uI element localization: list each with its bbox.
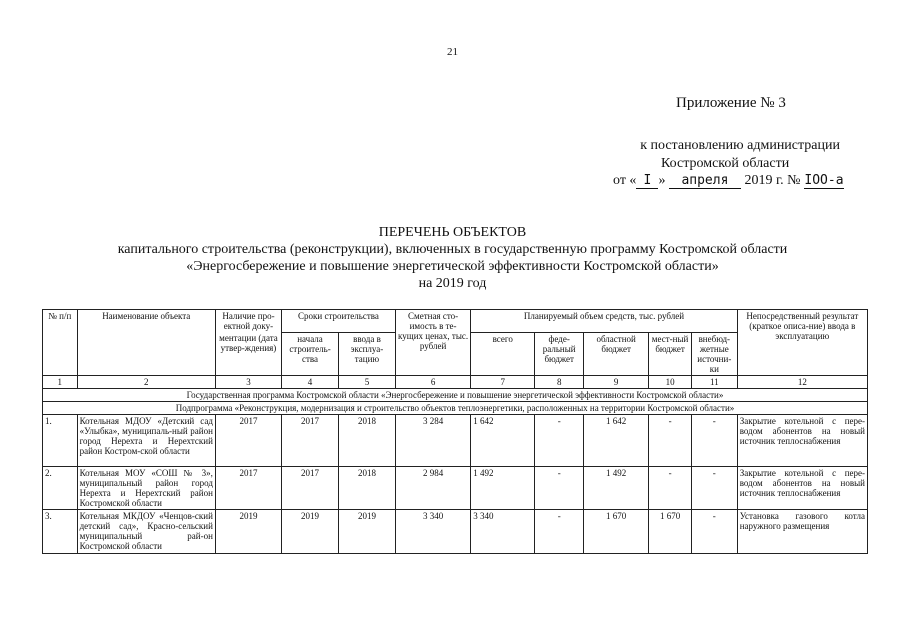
resolution-line-2: Костромской области (661, 156, 790, 171)
resolution-line-1: к постановлению администрации (640, 138, 840, 153)
row-total: 1 492 (471, 466, 535, 509)
column-number: 8 (535, 375, 584, 388)
document-title: ПЕРЕЧЕНЬ ОБЪЕКТОВ (378, 225, 527, 240)
resolution-prefix: от « (613, 173, 637, 188)
column-number: 9 (584, 375, 649, 388)
header-terms: Сроки строительства (282, 310, 396, 333)
row-end: 2018 (338, 414, 395, 466)
appendix-title: Приложение № 3 (676, 95, 786, 111)
column-number-row (43, 375, 868, 388)
column-number: 10 (649, 375, 692, 388)
row-object-name: Котельная МОУ «СОШ № 3», муниципальный район город Нерехта и Нерехтский район Костромской области (77, 466, 215, 509)
document-subtitle-2: «Энергосбережение и повышение энергетической эффективности Костромской области» (186, 259, 719, 274)
subprogram-row (43, 401, 868, 414)
header-num: № п/п (43, 310, 78, 376)
row-end: 2019 (338, 509, 395, 553)
row-num: 2. (43, 466, 78, 509)
header-commission: ввода в эксплуа-тацию (338, 332, 395, 375)
program-title: Государственная программа Костромской области «Энергосбережение и повышение энергетической эффективности Костромской области» (43, 388, 868, 401)
row-local: - (649, 466, 692, 509)
row-total: 3 340 (471, 509, 535, 553)
row-regional: 1 492 (584, 466, 649, 509)
row-local: - (649, 414, 692, 466)
header-cost: Сметная сто-имость в те-кущих ценах, тыс. рублей (395, 310, 470, 376)
header-regional: областной бюджет (584, 332, 649, 375)
row-num: 3. (43, 509, 78, 553)
row-num: 1. (43, 414, 78, 466)
header-federal: феде-ральный бюджет (535, 332, 584, 375)
row-federal: - (535, 509, 584, 553)
resolution-day: I (636, 173, 658, 189)
resolution-date-line (613, 172, 844, 190)
header-planned: Планируемый объем средств, тыс. рублей (471, 310, 737, 333)
row-total: 1 642 (471, 414, 535, 466)
row-start: 2017 (282, 466, 339, 509)
row-doc-date: 2017 (215, 466, 281, 509)
table-header-row-1 (43, 310, 868, 333)
row-end: 2018 (338, 466, 395, 509)
row-local: 1 670 (649, 509, 692, 553)
document-subtitle-1: капитального строительства (реконструкции), включенных в государственную программу Костромской области (117, 242, 788, 257)
resolution-year: 2019 г. № (744, 173, 801, 188)
resolution-mid: » (658, 173, 666, 188)
resolution-number: IOO-а (804, 173, 844, 188)
row-doc-date: 2019 (215, 509, 281, 553)
row-federal: - (535, 466, 584, 509)
resolution-month: апреля (669, 173, 741, 189)
table-row (43, 509, 868, 553)
document-year: на 2019 год (418, 276, 487, 291)
column-number: 12 (737, 375, 867, 388)
column-number: 1 (43, 375, 78, 388)
row-regional: 1 670 (584, 509, 649, 553)
objects-table (42, 309, 868, 554)
row-cost: 3 284 (395, 414, 470, 466)
column-number: 3 (215, 375, 281, 388)
row-federal: - (535, 414, 584, 466)
header-start: начала строитель-ства (282, 332, 339, 375)
row-result: Установка газового котла наружного размещения (737, 509, 867, 553)
column-number: 2 (77, 375, 215, 388)
row-object-name: Котельная МКДОУ «Ченцов-ский детский сад», Красно-сельский муниципальный рай-он Костромской области (77, 509, 215, 553)
header-name: Наименование объекта (77, 310, 215, 376)
column-number: 11 (691, 375, 737, 388)
row-regional: 1 642 (584, 414, 649, 466)
column-number: 5 (338, 375, 395, 388)
program-row (43, 388, 868, 401)
row-doc-date: 2017 (215, 414, 281, 466)
header-extra: внебюд-жетные источни-ки (691, 332, 737, 375)
header-total: всего (471, 332, 535, 375)
header-local: мест-ный бюджет (649, 332, 692, 375)
row-result: Закрытие котельной с пере-водом абонентов на новый источник теплоснабжения (737, 414, 867, 466)
page-number: 21 (447, 46, 458, 58)
row-extra: - (691, 414, 737, 466)
column-number: 6 (395, 375, 470, 388)
row-start: 2019 (282, 509, 339, 553)
column-number: 4 (282, 375, 339, 388)
header-result: Непосредственный результат (краткое описа-ние) ввода в эксплуатацию (737, 310, 867, 376)
header-docs-top: Наличие про-ектной доку- (215, 310, 281, 333)
subprogram-title: Подпрограмма «Реконструкция, модернизация и строительство объектов теплоэнергетики, расположенных на территории Костромской области» (43, 401, 868, 414)
row-result: Закрытие котельной с пере-водом абонентов на новый источник теплоснабжения (737, 466, 867, 509)
column-number: 7 (471, 375, 535, 388)
row-object-name: Котельная МДОУ «Детский сад «Улыбка», муниципаль-ный район город Нерехта и Нерехтский район Костром-ской области (77, 414, 215, 466)
row-cost: 2 984 (395, 466, 470, 509)
header-docs-bottom: ментации (дата утвер-ждения) (215, 332, 281, 375)
row-extra: - (691, 509, 737, 553)
table-row (43, 466, 868, 509)
row-extra: - (691, 466, 737, 509)
table-row (43, 414, 868, 466)
row-cost: 3 340 (395, 509, 470, 553)
row-start: 2017 (282, 414, 339, 466)
